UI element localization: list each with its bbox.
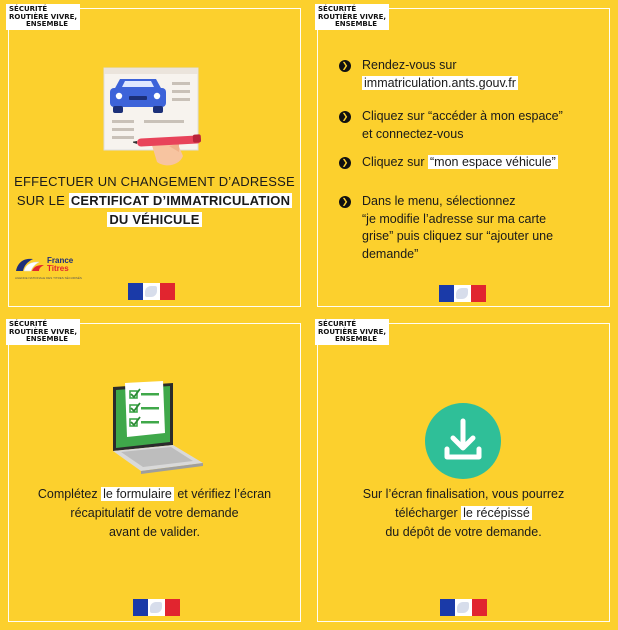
securite-routiere-logo xyxy=(6,319,80,345)
highlight-receipt: le récépissé xyxy=(463,506,530,520)
brand-line: VIVRE, xyxy=(50,327,78,336)
panel1-title xyxy=(8,172,301,229)
securite-routiere-logo xyxy=(6,4,80,30)
text-line: et vérifiez l’écran xyxy=(177,487,272,501)
highlight-form: le formulaire xyxy=(103,487,172,501)
panel4-text xyxy=(313,485,614,542)
highlight-vehicle: DU VÉHICULE xyxy=(109,212,200,227)
brand-line: ENSEMBLE xyxy=(26,20,69,28)
brand-line: SÉCURITÉ xyxy=(9,5,48,13)
ants-url-link[interactable]: immatriculation.ants.gouv.fr xyxy=(364,75,516,90)
brand-line: ROUTIÈRE xyxy=(318,12,358,21)
step-text: Cliquez sur “accéder à mon espace” xyxy=(362,109,563,123)
text-line: Sur l’écran finalisation, vous pourrez xyxy=(362,487,565,501)
text-line: du dépôt de votre demande. xyxy=(385,525,542,539)
step-text: grise” puis cliquez sur “ajouter une xyxy=(362,229,554,243)
step-text: Dans le menu, sélectionnez xyxy=(362,194,516,208)
bullet-icon: ❯ xyxy=(339,196,351,208)
step-text: Cliquez sur xyxy=(362,155,425,169)
brand-line: SÉCURITÉ xyxy=(318,5,357,13)
france-titres-symbol-icon xyxy=(15,257,45,273)
step-access-space xyxy=(339,108,604,143)
logo-tagline: AGENCE NATIONALE DES TITRES SÉCURISÉS xyxy=(15,276,82,280)
brand-line: ROUTIÈRE xyxy=(9,12,49,21)
highlight-vehicle-space: “mon espace véhicule” xyxy=(430,155,556,169)
french-flag-icon xyxy=(440,599,487,616)
logo-text: Titres xyxy=(47,264,69,273)
french-flag-icon xyxy=(128,283,175,300)
text-line: télécharger xyxy=(395,506,458,520)
step-text: demande” xyxy=(362,246,419,261)
brand-line: VIVRE, xyxy=(359,327,387,336)
step-modify-address xyxy=(339,193,604,263)
laptop-checklist-icon xyxy=(103,381,207,475)
brand-line: ROUTIÈRE xyxy=(318,327,358,336)
step-visit-site xyxy=(339,57,604,92)
title-line: EFFECTUER UN CHANGEMENT D’ADRESSE xyxy=(14,174,295,189)
panel-intro xyxy=(0,0,309,315)
french-flag-icon xyxy=(439,285,486,302)
france-titres-logo xyxy=(15,256,82,280)
panel3-text xyxy=(4,485,305,542)
panel-steps xyxy=(309,0,618,315)
step-text: “je modifie l’adresse sur ma carte xyxy=(362,211,547,226)
brand-line: SÉCURITÉ xyxy=(9,320,48,328)
panel-form xyxy=(0,315,309,630)
brand-line: ROUTIÈRE xyxy=(9,327,49,336)
french-flag-icon xyxy=(133,599,180,616)
text-line: récapitulatif de votre demande xyxy=(70,506,239,520)
brand-line: ENSEMBLE xyxy=(335,20,378,28)
brand-line: ENSEMBLE xyxy=(335,335,378,343)
title-line: SUR LE xyxy=(16,193,65,208)
securite-routiere-logo xyxy=(315,4,389,30)
brand-line: SÉCURITÉ xyxy=(318,320,357,328)
bullet-icon: ❯ xyxy=(339,60,351,72)
highlight-registration-certificate: CERTIFICAT D’IMMATRICULATION xyxy=(70,193,291,208)
step-text: Rendez-vous sur xyxy=(362,58,457,72)
logo-text: France xyxy=(47,256,74,265)
brand-line: VIVRE, xyxy=(50,12,78,21)
hand-pen-icon xyxy=(133,122,207,170)
text-line: avant de valider. xyxy=(108,525,201,539)
bullet-icon: ❯ xyxy=(339,157,351,169)
step-vehicle-space xyxy=(339,154,604,172)
download-icon[interactable] xyxy=(425,403,501,479)
step-text: et connectez-vous xyxy=(362,126,464,141)
panel-download xyxy=(309,315,618,630)
text-line: Complétez xyxy=(37,487,98,501)
securite-routiere-logo xyxy=(315,319,389,345)
brand-line: ENSEMBLE xyxy=(26,335,69,343)
brand-line: VIVRE, xyxy=(359,12,387,21)
bullet-icon: ❯ xyxy=(339,111,351,123)
